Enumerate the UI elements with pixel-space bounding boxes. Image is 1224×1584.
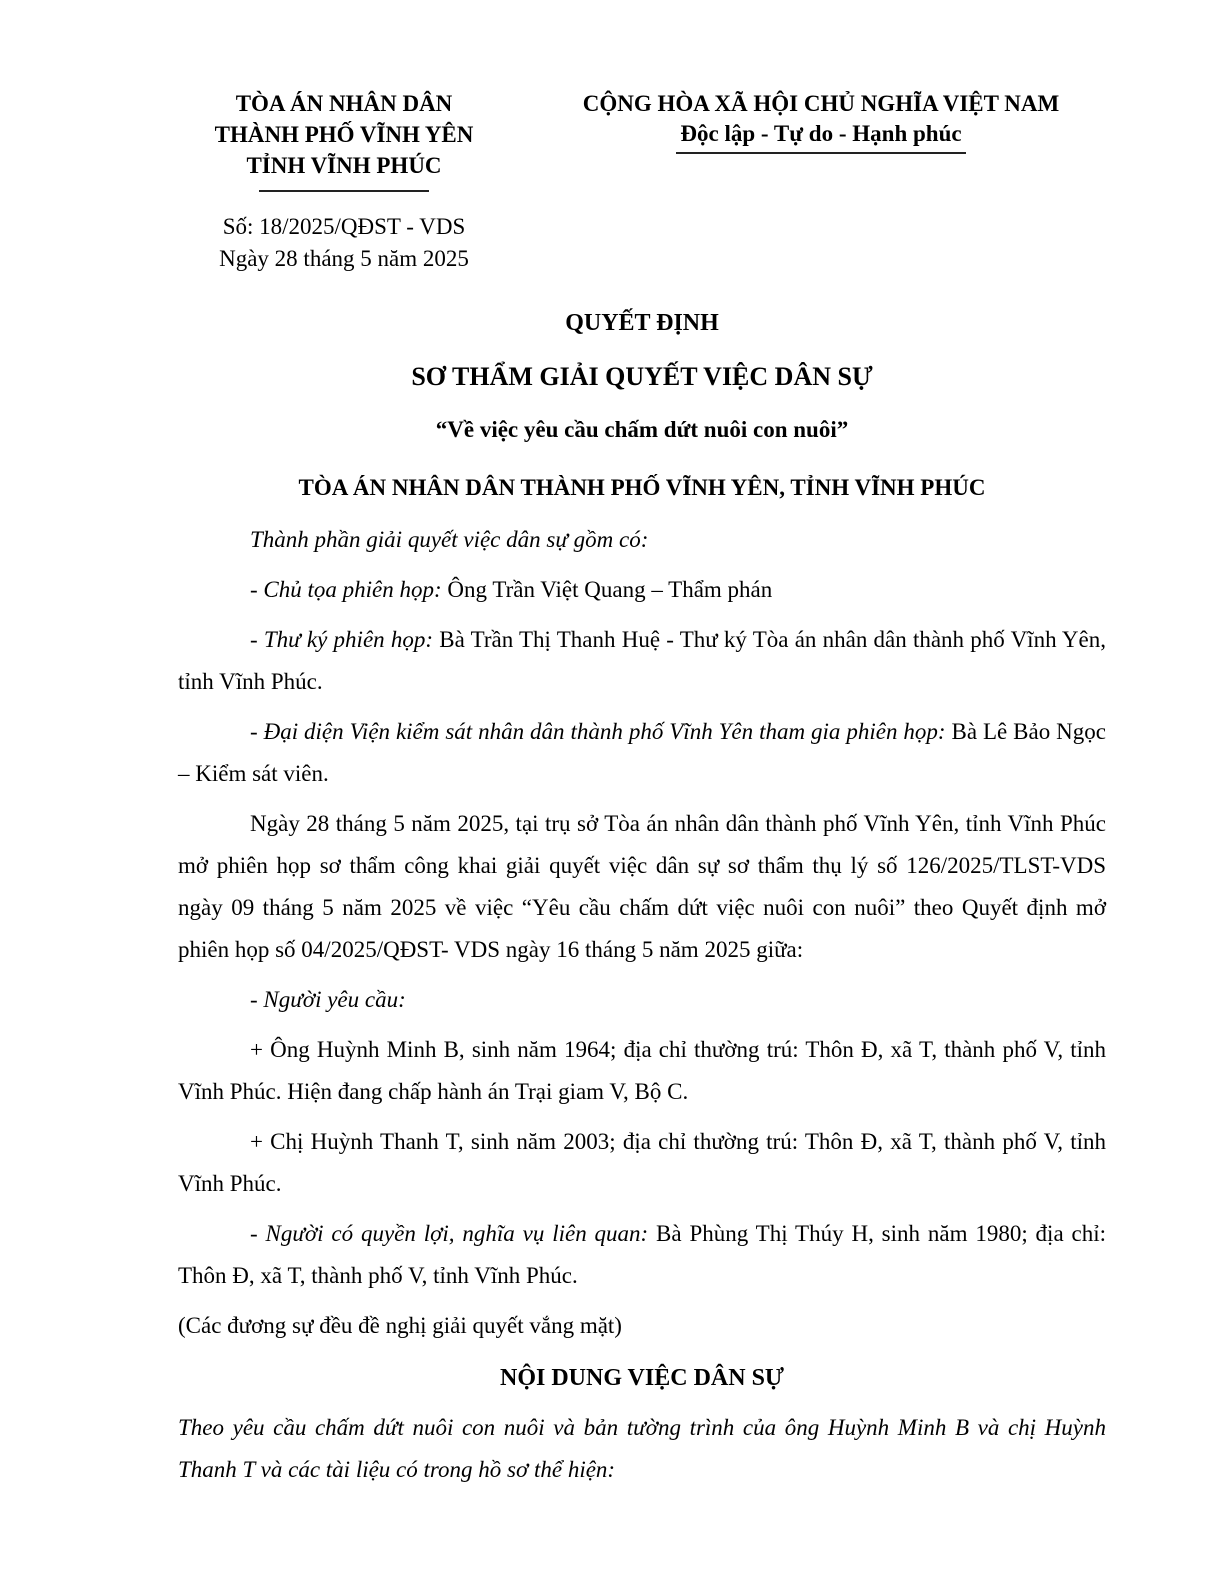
- panel-chair-label: - Chủ tọa phiên họp:: [250, 577, 442, 602]
- issuing-court-block: [178, 88, 510, 275]
- panel-secretary-label: - Thư ký phiên họp:: [250, 627, 434, 652]
- court-full-name: TÒA ÁN NHÂN DÂN THÀNH PHỐ VĨNH YÊN, TỈNH VĨNH PHÚC: [298, 475, 986, 500]
- panel-prosecutor-label: - Đại diện Viện kiểm sát nhân dân thành phố Vĩnh Yên tham gia phiên họp:: [250, 719, 946, 744]
- content-section-heading: NỘI DUNG VIỆC DÂN SỰ: [499, 1365, 785, 1391]
- requester-1: + Ông Huỳnh Minh B, sinh năm 1964; địa chỉ thường trú: Thôn Đ, xã T, thành phố V, tỉnh Vĩnh Phúc. Hiện đang chấp hành án Trại giam V, Bộ C.: [178, 1037, 1106, 1104]
- requester-2: + Chị Huỳnh Thanh T, sinh năm 2003; địa chỉ thường trú: Thôn Đ, xã T, thành phố V, tỉnh Vĩnh Phúc.: [178, 1129, 1106, 1196]
- requester-label: - Người yêu cầu:: [250, 987, 406, 1012]
- decision-title: QUYẾT ĐỊNH: [565, 310, 719, 336]
- panel-chair: [178, 569, 1106, 611]
- panel-prosecutor: [178, 711, 1106, 795]
- issue-date: Ngày 28 tháng 5 năm 2025: [219, 246, 469, 271]
- absence-note: (Các đương sự đều đề nghị giải quyết vắng mặt): [178, 1313, 622, 1338]
- case-number: Số: 18/2025/QĐST - VDS: [222, 214, 466, 239]
- decision-subtitle: SƠ THẨM GIẢI QUYẾT VIỆC DÂN SỰ: [411, 362, 873, 391]
- decision-case-subject: “Về việc yêu cầu chấm dứt nuôi con nuôi”: [435, 417, 849, 442]
- court-name-line2: THÀNH PHỐ VĨNH YÊN: [214, 122, 474, 147]
- related-party-value: Bà Phùng Thị Thúy H, sinh năm 1980; địa chỉ: Thôn Đ, xã T, thành phố V, tỉnh Vĩnh Phúc.: [178, 1221, 1106, 1288]
- header-divider-rule: [259, 190, 429, 192]
- national-motto-block: [510, 88, 1106, 154]
- document-header: [178, 88, 1106, 275]
- content-intro: Theo yêu cầu chấm dứt nuôi con nuôi và bản tường trình của ông Huỳnh Minh B và chị Huỳnh Thanh T và các tài liệu có trong hồ sơ thể hiện:: [178, 1415, 1106, 1482]
- national-motto: Độc lập - Tự do - Hạnh phúc: [676, 119, 965, 154]
- court-name-line3: TỈNH VĨNH PHÚC: [246, 153, 442, 178]
- court-name-line1: TÒA ÁN NHÂN DÂN: [235, 91, 453, 116]
- related-party: [178, 1213, 1106, 1297]
- panel-secretary-value: Bà Trần Thị Thanh Huệ - Thư ký Tòa án nhân dân thành phố Vĩnh Yên, tỉnh Vĩnh Phúc.: [178, 627, 1106, 694]
- panel-secretary: [178, 619, 1106, 703]
- panel-prosecutor-value: Bà Lê Bảo Ngọc – Kiểm sát viên.: [178, 719, 1106, 786]
- document-body: [178, 519, 1106, 1491]
- related-party-label: - Người có quyền lợi, nghĩa vụ liên quan:: [250, 1221, 649, 1246]
- title-block: [178, 308, 1106, 445]
- panel-chair-value: Ông Trần Việt Quang – Thẩm phán: [441, 577, 773, 602]
- national-title: CỘNG HÒA XÃ HỘI CHỦ NGHĨA VIỆT NAM: [582, 91, 1060, 116]
- panel-intro: Thành phần giải quyết việc dân sự gồm có:: [250, 527, 649, 552]
- opening-paragraph: Ngày 28 tháng 5 năm 2025, tại trụ sở Tòa án nhân dân thành phố Vĩnh Yên, tỉnh Vĩnh Phúc mở phiên họp sơ thẩm công khai giải quyết việc dân sự sơ thẩm thụ lý số 126/2025/TLST-VDS ngày 09 tháng 5 năm 2025 về việc “Yêu cầu chấm dứt việc nuôi con nuôi” theo Quyết định mở phiên họp số 04/2025/QĐST- VDS ngày 16 tháng 5 năm 2025 giữa:: [178, 811, 1106, 962]
